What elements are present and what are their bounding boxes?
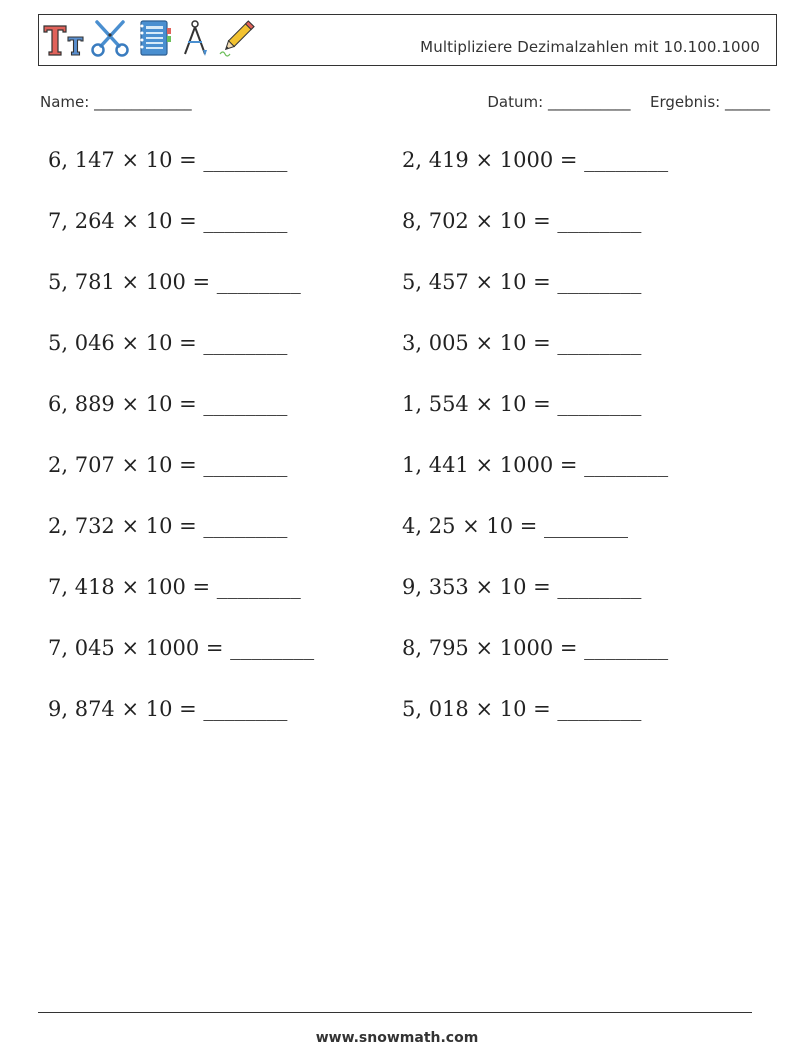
name-label: Name: [40,93,90,111]
date-blank: ___________ [547,93,631,111]
problem-right-1: 2, 419 × 1000 = ________ [402,148,669,172]
footer-divider [38,1012,752,1013]
compass-icon [177,18,213,62]
scissors-icon [89,18,131,62]
problem-left-1: 6, 147 × 10 = ________ [48,148,288,172]
footer-url: www.snowmath.com [315,1030,479,1046]
header-icons [41,17,257,63]
name-field [40,93,192,111]
result-label: Ergebnis: [650,93,721,111]
pencil-icon [217,18,257,62]
problem-right-10: 5, 018 × 10 = ________ [402,697,642,721]
problem-right-5: 1, 554 × 10 = ________ [402,392,642,416]
worksheet-title: Multipliziere Dezimalzahlen mit 10.100.1000 [420,38,760,56]
date-result-fields [487,93,770,111]
problem-left-7: 2, 732 × 10 = ________ [48,514,288,538]
problem-left-2: 7, 264 × 10 = ________ [48,209,288,233]
problem-left-6: 2, 707 × 10 = ________ [48,453,288,477]
worksheet-header [38,14,777,66]
problem-right-9: 8, 795 × 1000 = ________ [402,636,669,660]
problem-right-7: 4, 25 × 10 = ________ [402,514,629,538]
problem-right-3: 5, 457 × 10 = ________ [402,270,642,294]
problem-left-8: 7, 418 × 100 = ________ [48,575,301,599]
notebook-icon [135,18,173,62]
problem-right-2: 8, 702 × 10 = ________ [402,209,642,233]
letters-t-icon [41,18,85,62]
problem-right-4: 3, 005 × 10 = ________ [402,331,642,355]
problem-left-4: 5, 046 × 10 = ________ [48,331,288,355]
problem-right-6: 1, 441 × 1000 = ________ [402,453,669,477]
result-blank: ______ [725,93,770,111]
name-blank: _____________ [94,93,192,111]
problem-left-5: 6, 889 × 10 = ________ [48,392,288,416]
problem-left-9: 7, 045 × 1000 = ________ [48,636,315,660]
problem-right-8: 9, 353 × 10 = ________ [402,575,642,599]
date-label: Datum: [487,93,544,111]
problem-left-3: 5, 781 × 100 = ________ [48,270,301,294]
problem-left-10: 9, 874 × 10 = ________ [48,697,288,721]
